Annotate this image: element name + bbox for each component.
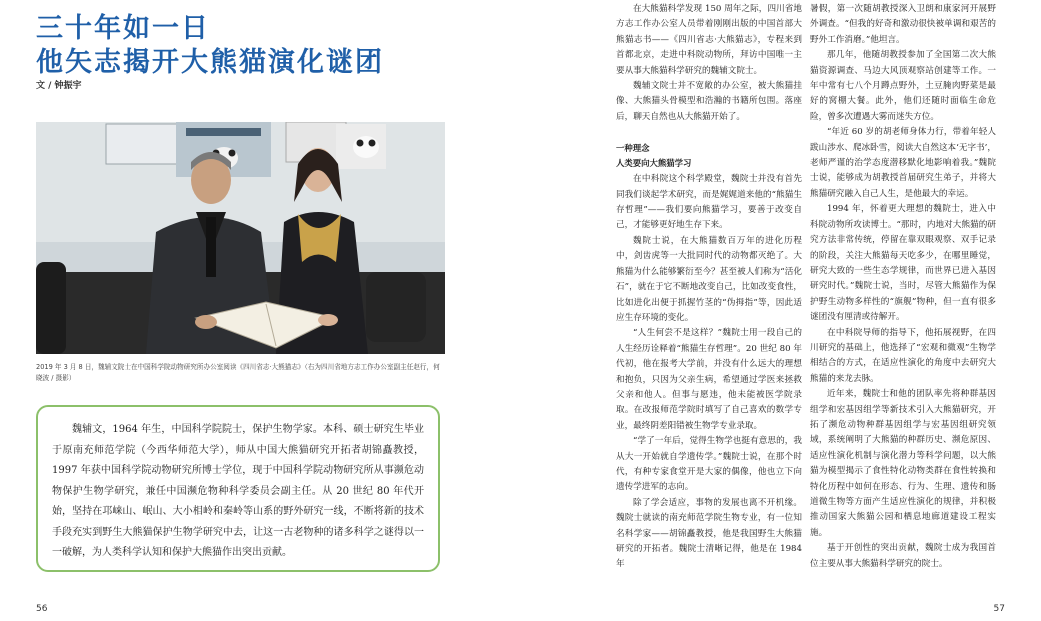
author-bio-text: 魏辅文，1964 年生，中国科学院院士，保护生物学家。本科、硕士研究生毕业于原南充师范学院（今西华师范大学），师从中国大熊猫研究开拓者胡锦矗教授，1997 年获中国科学院动物研究所博士学位，现于中国科学院动物研究所从事濒危动物保护生物学研究，兼任中国濒危物种科学委员会副主任。从 20 世纪 80 年代开始，坚持在邛崃山、岷山、大小相岭和秦岭等山系的野外研究一线，不断将新的技术手段充实到野生大熊猫保护生物学研究中去，让这一古老物种的诸多科学之谜得以一一破解，为人类科学认知和保护大熊猫作出突出贡献。 <box>52 424 424 558</box>
right-page <box>520 0 1041 621</box>
body-paragraph: 基于开创性的突出贡献，魏院士成为我国首位主要从事大熊猫科学研究的院士。 <box>810 543 996 569</box>
body-paragraph: 那几年，他随胡教授参加了全国第二次大熊猫资源调查、马边大风顶观察站创建等工作。一年中常有七八个月蹲点野外，土豆腌肉野菜是最好的窝棚大餐。此外，他们还随时面临生命危险，曾多次遭遇大雾而迷失方位。 <box>810 50 996 122</box>
article-column-2 <box>810 2 996 572</box>
photo-caption: 2019 年 3 月 8 日，魏辅文院士在中国科学院动物研究所办公室阅读《四川省志·大熊猫志》（右为四川省地方志工作办公室副主任赵行，何晓波 / 摄影） <box>36 363 440 382</box>
photo-illustration <box>36 122 445 354</box>
section-heading: 一种理念 <box>616 143 650 154</box>
page-number-left: 56 <box>36 604 48 614</box>
body-paragraph: 在中科院导师的指导下，他拓展视野，在四川研究的基础上，他选择了“宏观和微观”生物学相结合的方式，在适应性演化的角度中去研究大熊猫的来龙去脉。 <box>810 327 996 384</box>
body-paragraph: 魏院士说，在大熊猫数百万年的进化历程中，剑齿虎等一大批同时代的动物都灭绝了。大熊猫为什么能够繁衍至今？甚至被人们称为“活化石”，就在于它不断地改变自己，比如改变食性，比如进化出便于抓握竹茎的“伪拇指”等，因此适应生存环境的变化。 <box>616 235 802 323</box>
byline: 文 / 钟振宇 <box>36 81 82 91</box>
body-paragraph: 近年来，魏院士和他的团队率先将种群基因组学和宏基因组学等新技术引入大熊猫研究，开拓了濒危动物种群基因组学与宏基因组研究领域，系统阐明了大熊猫的种群历史、濒危原因、适应性演化机制与演化潜力等科学问题，以大熊猫为模型揭示了食性特化动物类群在食性转换和特化历程中如何在形态、行为、生理、遗传和肠道微生物等方面产生适应性演化的规律，并积极推动国家大熊猫公园和栖息地廊道建设工程实施。 <box>810 389 996 538</box>
body-paragraph: 在中科院这个科学殿堂，魏院士并没有首先同我们谈起学术研究，而是娓娓道来他的“熊猫生存哲理”——我们要向熊猫学习，要善于改变自己，才能够更好地生存下来。 <box>616 174 802 231</box>
body-paragraph: 1994 年，怀着更大理想的魏院士，进入中科院动物所攻读博士。“那时，内地对大熊猫的研究方法非常传统，停留在靠双眼观察、双手记录的阶段，关注大熊猫每天吃多少，在哪里睡觉，研究大致的一些生态学规律，而世界已进入基因研究时代。”魏院士说，当时，尽管大熊猫作为保护野生动物多样性的“旗舰”物种，但一直有很多谜团没有厘清或待解开。 <box>810 204 996 323</box>
intro-paragraph: 魏辅文院士并不宽敞的办公室，被大熊猫挂像、大熊猫头骨模型和浩瀚的书籍所包围。落座后，聊天自然也从大熊猫开始了。 <box>616 81 802 122</box>
body-paragraph: 暑假，第一次随胡教授深入卫朗和康家河开展野外调查。“但我的好奇和激动很快被单调和艰苦的野外工作消磨。”他坦言。 <box>810 4 996 45</box>
article-title-line-2: 他矢志揭开大熊猫演化谜团 <box>36 47 384 78</box>
left-page <box>0 0 520 621</box>
author-bio-box <box>36 405 440 572</box>
article-column-1 <box>616 2 802 573</box>
page-number-right: 57 <box>993 604 1005 614</box>
article-photo <box>36 122 445 354</box>
intro-paragraph: 在大熊猫科学发现 150 周年之际，四川省地方志工作办公室人员带着刚刚出版的中国首部大熊猫志书——《四川省志·大熊猫志》，专程来到首都北京，走进中科院动物所，拜访中国唯一主要从事大熊猫科学研究的魏辅文院士。 <box>616 4 802 76</box>
section-subheading: 人类要向大熊猫学习 <box>616 158 692 169</box>
body-paragraph: “人生何尝不是这样？”魏院士用一段自己的人生经历诠释着“熊猫生存哲理”。20 世纪 80 年代初，他在报考大学前，并没有什么远大的理想和抱负，只因为父亲生病，希望通过学医来拯救父亲和他人。但事与愿违，他未能被医学院录取。在改报师范学院时填写了自己喜欢的数学专业，最终阴差阳错被生物学专业录取。 <box>616 328 802 431</box>
body-paragraph: 除了学会适应，事物的发展也离不开机缘。魏院士就读的南充师范学院生物专业，有一位知名科学家——胡锦矗教授，他是我国野生大熊猫研究的开拓者。魏院士清晰记得，他是在 1984 年 <box>616 497 802 570</box>
article-title-line-1: 三十年如一日 <box>36 13 210 44</box>
body-paragraph: “学了一年后，觉得生物学也挺有意思的，我从大一开始就自学遗传学。”魏院士说，在那个时代，有种专家食堂开是大家的偶像，他也立下向遗传学进军的志向。 <box>616 436 802 493</box>
body-paragraph: “年近 60 岁的胡老师身体力行，带着年轻人跋山涉水、爬冰卧雪，阅读大自然这本‘无字书’，老师严谨的治学态度潜移默化地影响着我。”魏院士说，能够成为胡教授首届研究生弟子，并将大熊猫研究融入自己人生，是他最大的幸运。 <box>810 127 996 199</box>
